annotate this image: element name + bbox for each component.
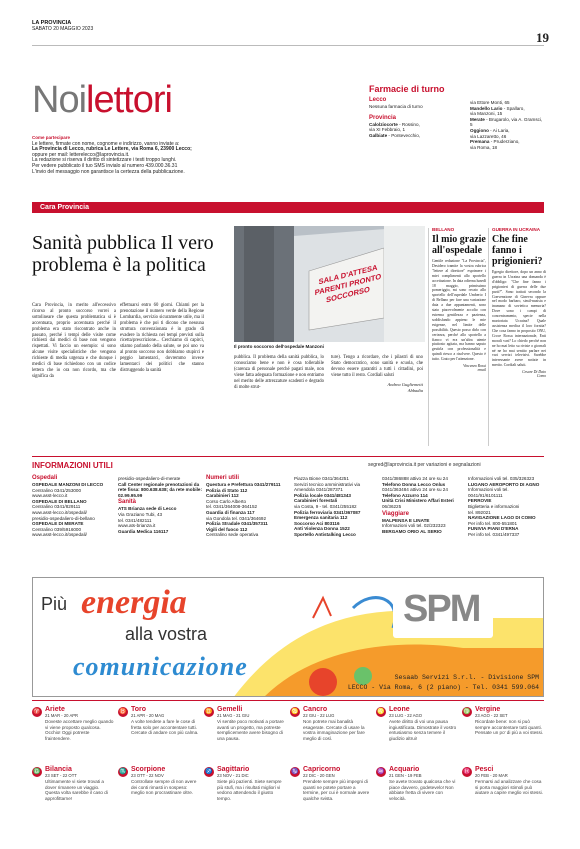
horoscope-sign: Pesci <box>475 766 494 773</box>
main-text-col-4 <box>331 355 423 393</box>
info-line: tel. 0341/364008-364152 <box>206 504 258 510</box>
letter-text: Gentile redazione "La Provincia", Desidero tramite la vostra rubrica "lettere al direttore" esprimere i miei complimenti allo sportello accettazione. In data odierna lunedì 18 maggio, primissimo pomeriggio, mi sono recato allo sportello dell'ospedale Umberto I di Bellano per fare una variazione data a due appuntamenti, sono stato piacevolmente accolto con estrema gentilezza e pazienza, soddisfando appieno le mie esigenze, nel limite delle possibilità. Questo posso dirlo con certezza, perché allo sportello a fianco vi era un'altra utente piuttosto agitata, ma hanno saputo gestirla con professionalità e quindi riesco a risolvere. Questo è tutto. Grato per l'attenzione. <box>432 259 486 362</box>
info-line: tel. 892021 <box>468 509 491 515</box>
horoscope-text: Fermarsi ad analizzare che cosa si porta maggiori stimoli può aiutare a capire meglio voi stessi. <box>475 779 543 796</box>
horoscope-dates: 21 GEN - 19 FEB <box>389 773 422 778</box>
horoscope-dates: 23 AGO - 22 SET <box>475 713 508 718</box>
horoscope-sign: Capricorno <box>303 766 341 773</box>
header-rule <box>32 45 544 46</box>
pharmacy-col-2 <box>470 100 546 150</box>
info-line: ATS Brianza sede di Lecco <box>118 506 177 512</box>
pharmacy-address: - Brugarolo, via A. Gramsci, 5 <box>470 116 543 128</box>
horoscope-toro <box>118 706 200 736</box>
info-line: Corso Carlo Alberto <box>206 498 247 504</box>
info-line: LUGANO AEROPORTO DI AGNO <box>468 481 540 487</box>
info-line: OSPEDALE DI MERATE <box>32 521 84 527</box>
pharmacy-text: Nessuna farmacia di turno <box>369 104 423 109</box>
ad-logo-spm: SPM <box>403 588 480 630</box>
participate-line: La Provincia di Lecco, rubrica Le Lettere, via Roma 6, 23900 Lecco; <box>32 146 192 153</box>
info-line: Guardia Medica 116117 <box>118 528 169 534</box>
info-line: Servizi tecnico amministrativi via <box>294 481 361 487</box>
info-line: OSPEDALE MANZONI DI LECCO <box>32 482 104 487</box>
pharmacy-town: Merate <box>470 116 485 122</box>
info-line: www.asst-lecco.it/ospedali/ <box>32 532 87 538</box>
horoscope-dates: 21 MAR - 20 APR <box>45 713 79 718</box>
info-line: via Costa, 9 - tel. 0341/255182 <box>294 503 357 509</box>
info-line: www.asst-lecco.it/ospedali/ <box>32 509 87 515</box>
info-line: Guardia di finanza 117 <box>206 509 255 515</box>
info-col-1 <box>32 474 130 538</box>
horoscope-sign: Acquario <box>389 766 420 773</box>
pharmacy-city: Provincia <box>369 114 397 121</box>
zodiac-icon: ♏ <box>119 769 127 775</box>
info-contact: segred@laprovincia.it per variazioni e segnalazioni <box>368 462 481 468</box>
horoscope-text: Se avete trovato qualcosa che vi piace davvero, godetevelo! Non abbiate fretta di vivere con velocità. <box>389 779 456 801</box>
horoscope-sagittario <box>204 766 286 801</box>
horoscope-text: Ricordate bene: non si può sempre accontentare tutti quanti. Pensate un po' di più a voi stessi. <box>475 719 544 736</box>
info-line: Per info tel. 0341/497337 <box>468 531 520 537</box>
info-line: Polizia di Stato 112 <box>206 487 248 493</box>
info-line: BERGAMO ORIO AL SERIO <box>382 528 442 534</box>
info-line: NAVIGAZIONE LAGO DI COMO <box>468 515 536 521</box>
info-line: OSPEDALE DI BELLANO <box>32 498 87 504</box>
participate-line: La redazione si riserva il diritto di sintetizzare i testi troppo lunghi. <box>32 157 177 164</box>
horoscope-dates: 23 OTT - 22 NOV <box>131 773 164 778</box>
issue-date: SABATO 20 MAGGIO 2023 <box>32 26 94 32</box>
advertisement-spm <box>32 577 544 697</box>
zodiac-icon: ♍ <box>463 709 471 715</box>
info-col-5 <box>382 476 464 534</box>
info-line: Unità Crisi Ministero Affari Esteri <box>382 498 454 504</box>
ad-word-comunicazione: comunicazione <box>73 652 248 681</box>
pharmacy-name: - Ai Laria, <box>488 127 510 133</box>
horoscope-leone <box>376 706 458 741</box>
info-heading: Ospedali <box>32 475 58 481</box>
info-heading: Sanità <box>118 499 137 506</box>
pharmacy-address: via Lazzaretto, 46 <box>470 133 507 139</box>
horoscope-dates: 22 GIU - 22 LUG <box>303 713 335 718</box>
horoscope-dates: 23 LUG - 22 AGO <box>389 713 423 718</box>
ad-word-piu: Più <box>41 594 68 614</box>
pharmacy-town: Mandello Lario <box>470 105 503 111</box>
letter-signature: Vincenzo Rossi <box>463 364 486 369</box>
section-title <box>32 80 172 120</box>
info-line: 0341/363484 attivo 24 ore su 24 <box>382 487 448 493</box>
horoscope-text: Controllate sempre di non avere dei conti rimasti in sospeso: meglio non procrastinare oltre. <box>131 779 197 796</box>
zodiac-icon: ♑ <box>291 769 299 775</box>
letter-bellano <box>432 227 486 372</box>
info-line: Per info tel. 800-551801 <box>468 520 518 526</box>
pharmacy-title: Farmacie di turno <box>369 84 445 94</box>
info-line: Centralino sede operativa <box>206 532 259 538</box>
horoscope-text: Doveste accettare meglio quando vi viene proposto qualcosa. Occhio! Oggi potreste fraintendere. <box>45 719 114 741</box>
horoscope-rule <box>32 700 544 701</box>
horoscope-text: Ultimamente vi siete trovati a dover rimanere un viaggio. Questa volta sarebbe il caso di approfittarne! <box>45 779 108 801</box>
pharmacy-city: Lecco <box>369 97 387 103</box>
info-title: INFORMAZIONI UTILI <box>32 461 113 470</box>
horoscope-capricorno <box>290 766 372 801</box>
zodiac-icon: ♉ <box>119 709 127 715</box>
title-part-noi: Noi <box>32 79 87 121</box>
letter-kicker: GUERRA IN UCRAINA <box>492 227 541 232</box>
pharmacy-name: - Pruderziano, <box>489 139 520 145</box>
newspaper-name: LA PROVINCIA <box>32 20 72 26</box>
pharmacy-col-1 <box>369 96 464 138</box>
section-bar-cara-provincia: Cara Provincia <box>32 202 544 213</box>
info-col-2 <box>118 476 204 534</box>
horoscope-text: Non potrete mai banalità esagerate. Cercate di usare la vostra immaginazione per fare meglio di così. <box>303 719 365 741</box>
info-line: Carabinieri forestali <box>294 498 338 504</box>
info-line: Soccorso Aci 803116 <box>294 520 340 526</box>
title-part-lettori: lettori <box>86 79 172 121</box>
info-line: Carabinieri 112 <box>206 493 239 499</box>
pharmacy-name: - Pontevecchio, <box>387 132 421 138</box>
main-text-col-2: effettuarsi entro 60 giorni. Chiami per la prenotazione il numero verde della Regione Lombardia, servizio sicuramente utile, ma il problema è che poi ti dicono che nessuna struttura convenzionata è in grado di evadere la richiesta nei tempi previsti sulla ricetta/prescrizione... Cerchiamo di capirci, stiamo parlando della salute, se poi uno va al pronto soccorso non dobbiamo stupirci e peggio lamentarci, dovremmo invece lamentarci dei politici che stanno distruggendo la sanità <box>120 303 204 373</box>
horoscope-sign: Leone <box>389 706 410 713</box>
info-line: Piazza Bione 0341/364251 <box>294 476 349 481</box>
main-text-col-1: Cara Provincia, in merito all'eccessivo ricorso al pronto soccorso vorrei a sottolineare che questa problematica si è accentuata, proprio accentuata perché il problema era stato riscontrato anche in passato, perché i tempi delle visite come richiesti dai medici di base non vengono rispettati. Vi faccio un esempio: si sono alcune visite specialistiche che vengono richieste di media urgenza e che dunque i medici di base richiedono con un codice lettera che io ora non ricordo, ma che significa da <box>32 303 116 379</box>
info-line: via Gondola tel. 0341/364692 <box>206 515 267 521</box>
horoscope-vergine <box>462 706 544 736</box>
horoscope-text: A volte tendete a fare le cose di fretta solo per accontentare tutti. Cercate di andare con più calma. <box>131 719 199 736</box>
zodiac-icon: ♈ <box>33 709 41 715</box>
info-line: Centralino 0341/253000 <box>32 487 82 493</box>
info-heading: Viaggiare <box>382 510 409 517</box>
info-rule <box>32 456 544 457</box>
info-line: Call Center regionale prenotazioni da rete fissa: 800.638.638; da rete mobile: 02.99.95.99 <box>118 481 203 498</box>
horoscope-cancro <box>290 706 372 741</box>
ad-word-alla-vostra: alla vostra <box>125 624 208 644</box>
main-text-end: ture). Tengo a ricordare, che i pilastri di uno Stato democratico, sono sanità e scuola, che devono essere garantiti a tutti i cittadini, poi viene tutto il resto. Cordiali saluti <box>331 355 423 378</box>
horoscope-ariete <box>32 706 114 741</box>
main-text-col-3: pubblica. Il problema della sanità pubblica, lo conosciamo bene e non è cosa tollerabile (carenza di personale perché pagati male, non viene fatta adeguata formazione e non entriamo nel merito delle attrezzature scadenti e degrado di molte strut- <box>234 355 324 390</box>
pharmacy-name: - Rossino, <box>397 121 420 127</box>
zodiac-icon: ♎ <box>33 769 41 775</box>
horoscope-acquario <box>376 766 458 801</box>
info-line: Informazioni voli tel. <box>468 487 509 493</box>
info-line: Sportello Antistalking Lecco <box>294 531 356 537</box>
zodiac-icon: ♒ <box>377 769 385 775</box>
info-line: www.ats-brianza.it <box>118 523 156 529</box>
participate-tag: Come partecipare <box>32 135 71 140</box>
pharmacy-town: Calolziocorte <box>369 121 398 127</box>
letter-ucraina <box>492 227 546 378</box>
pharmacy-address: via Roma, 18 <box>470 144 498 150</box>
info-col-4 <box>294 476 380 538</box>
letter-headline: Il mio grazie all'ospedale <box>432 234 486 256</box>
info-line: Amendola 0341/287371 <box>294 487 343 493</box>
column-divider <box>428 228 429 446</box>
ad-company-address: LECCO - Via Roma, 6 (2 piano) - Tel. 0341 599.064 <box>347 684 539 691</box>
participate-line: Le lettere, firmate con nome, cognome e indirizzo, vanno inviate a: <box>32 140 180 147</box>
participate-email: oppure per mail: letterelecco@laprovincia.it. <box>32 151 130 158</box>
page-header <box>32 20 93 32</box>
horoscope-sign: Gemelli <box>217 706 243 713</box>
letter-headline: Che fine fanno i prigionieri? <box>492 234 543 267</box>
info-line: Polizia Stradale 0341/357311 <box>206 521 268 527</box>
info-line: Centralino 0341/829111 <box>32 504 81 510</box>
main-signature-place: Abbadia <box>407 387 423 393</box>
info-line: tel. 0341/482111 <box>118 517 152 523</box>
letter-signature-place: email <box>477 368 486 373</box>
info-line: 06/36225 <box>382 503 402 509</box>
zodiac-icon: ♐ <box>205 769 213 775</box>
letter-signature: Cesare Di Dato <box>522 370 546 375</box>
letter-text: Egregio direttore, dopo un anno di guerra in Ucraina una domanda è d'obbligo: "Che fine fanno i prigionieri di guerra delle due parti?". Sono trattati secondo la Convenzione di Ginevra oppure nel modo barbaro, simil-nazista e inumano di sovietica memoria? Dove sono i campi di concentramento, specie nella martoriata Ucraina? Quale assistenza medica il loro fornita? Che cosa fanno in proposito ONU, Croce Rossa internazionale, Enti morali vari? Lo chiedo perché non ne ho mai letto su riviste o giornali né ne ho mai sentito parlare nei vari servizi televisivi. Sarebbe interessante avere notizie in merito. Cordiali saluti. <box>492 270 546 368</box>
main-headline: Sanità pubblica Il vero problema è la politica <box>32 232 214 276</box>
info-line: Emergenza sanitaria 112 <box>294 515 348 521</box>
horoscope-text: Vi sentite poco motivati a portare avanti un progetto, ma potreste semplicemente avere bisogno di una pausa. <box>217 719 284 741</box>
horoscope-dates: 20 FEB - 20 MAR <box>475 773 508 778</box>
horoscope-sign: Bilancia <box>45 766 72 773</box>
horoscope-text: Avete diritto di voi una pausa ingiustificata. Dimostrate il vostro entusiasmo senza temere il giudizio altrui! <box>389 719 457 741</box>
letter-signature-place: Como <box>536 374 546 379</box>
info-line: Informazioni voli tel. 035/326323 <box>468 476 535 481</box>
participate-sms: Per vedere pubblicato il tuo SMS invialo al numero 439.000.36.31 <box>32 162 178 169</box>
info-line: Centralino 039/5916000 <box>32 526 82 532</box>
ad-word-energia: energia <box>81 584 187 621</box>
how-to-participate <box>32 135 342 175</box>
zodiac-icon: ♓ <box>463 769 471 775</box>
horoscope-dates: 21 APR - 20 MAG <box>131 713 165 718</box>
horoscope-sign: Toro <box>131 706 147 713</box>
photo-sign-text: SALA D'ATTESA PARENTI PRONTO SOCCORSO <box>314 262 382 305</box>
zodiac-icon: ♌ <box>377 709 385 715</box>
letter-kicker: BELLANO <box>432 227 455 232</box>
pharmacy-town: Oggiono <box>470 127 489 133</box>
info-line: Telefono Donna Lecco Onlus <box>382 481 446 487</box>
info-col-3 <box>206 474 296 538</box>
horoscope-sign: Ariete <box>45 706 65 713</box>
horoscope-dates: 23 NOV - 21 DIC <box>217 773 249 778</box>
horoscope-scorpione <box>118 766 200 796</box>
info-col-6 <box>468 476 546 538</box>
info-line: Questura e Prefettura 0341/279111 <box>206 482 281 487</box>
info-line: Polizia locale 0341/481343 <box>294 492 351 498</box>
horoscope-dates: 21 MAG - 21 GIU <box>217 713 250 718</box>
horoscope-sign: Sagittario <box>217 766 250 773</box>
info-line: Via Graziano Tubi, 43 <box>118 511 163 517</box>
info-line: MALPENSA E LINATE <box>382 517 430 523</box>
zodiac-icon: ♋ <box>291 709 299 715</box>
info-heading: Numeri utili <box>206 475 240 481</box>
horoscope-text: Prendete sempre più impegni di quanti ne potete portare a termine, per cui è normale avere qualche svista. <box>303 779 370 801</box>
horoscope-sign: Scorpione <box>131 766 166 773</box>
pharmacy-name: - Spallaro, <box>502 105 525 111</box>
info-line: www.asst-lecco.it <box>32 493 68 499</box>
horoscope-text: Siete più pazienti. Siete sempre più stufi, ma i risultati migliori vi vedono attendendo il giusto tempo. <box>217 779 282 801</box>
participate-line: L'invio del messaggio non garantisce la certezza della pubblicazione. <box>32 168 185 175</box>
info-line: Biglietteria e informazioni <box>468 503 520 509</box>
info-line: presidio-ospedaliero-di-merate <box>118 476 181 481</box>
info-line: FERROVIE <box>468 498 492 504</box>
info-line: Informazioni voli tel. 02/232323 <box>382 523 446 529</box>
info-line: 0341/386888 attivo 24 ore su 24 <box>382 476 448 481</box>
info-line: Polizia ferroviaria 0341/367087 <box>294 509 361 515</box>
pharmacy-town: Galbiate <box>369 132 388 138</box>
info-line: Anti Violenza Donna 1522 <box>294 526 350 532</box>
horoscope-sign: Vergine <box>475 706 501 713</box>
horoscope-pesci <box>462 766 544 796</box>
page-number: 19 <box>536 30 549 45</box>
pharmacy-address: via XI Febbraio, 1 <box>369 127 406 133</box>
info-line: FUNIVIA PIANI D'ERNA <box>468 526 519 532</box>
horoscope-bilancia <box>32 766 114 801</box>
horoscope-gemelli <box>204 706 286 741</box>
horoscope-sign: Cancro <box>303 706 328 713</box>
horoscope-dates: 23 SET - 22 OTT <box>45 773 77 778</box>
hospital-photo <box>234 226 425 342</box>
zodiac-icon: ♊ <box>205 709 213 715</box>
info-line: Telefono Azzurro 114 <box>382 492 428 498</box>
horoscope-dates: 22 DIC - 20 GEN <box>303 773 335 778</box>
info-line: 0041/91/6101111 <box>468 492 503 498</box>
photo-caption: Il pronto soccorso dell'ospedale Manzoni <box>234 344 324 349</box>
column-divider <box>488 228 489 446</box>
ad-company-name: Sesaab Servizi S.r.l. - Divisione SPM <box>394 674 539 681</box>
info-line: presidio-ospedaliero-di-bellano <box>32 515 95 521</box>
main-signature: Andrea Gugliemetti <box>387 381 423 387</box>
pharmacy-address: via Manzoni, 15 <box>470 111 503 117</box>
info-line: Vigili del fuoco 112 <box>206 526 248 532</box>
pharmacy-address: via Ettore Monti, 65 <box>470 100 510 105</box>
pharmacy-town: Premana <box>470 139 490 145</box>
